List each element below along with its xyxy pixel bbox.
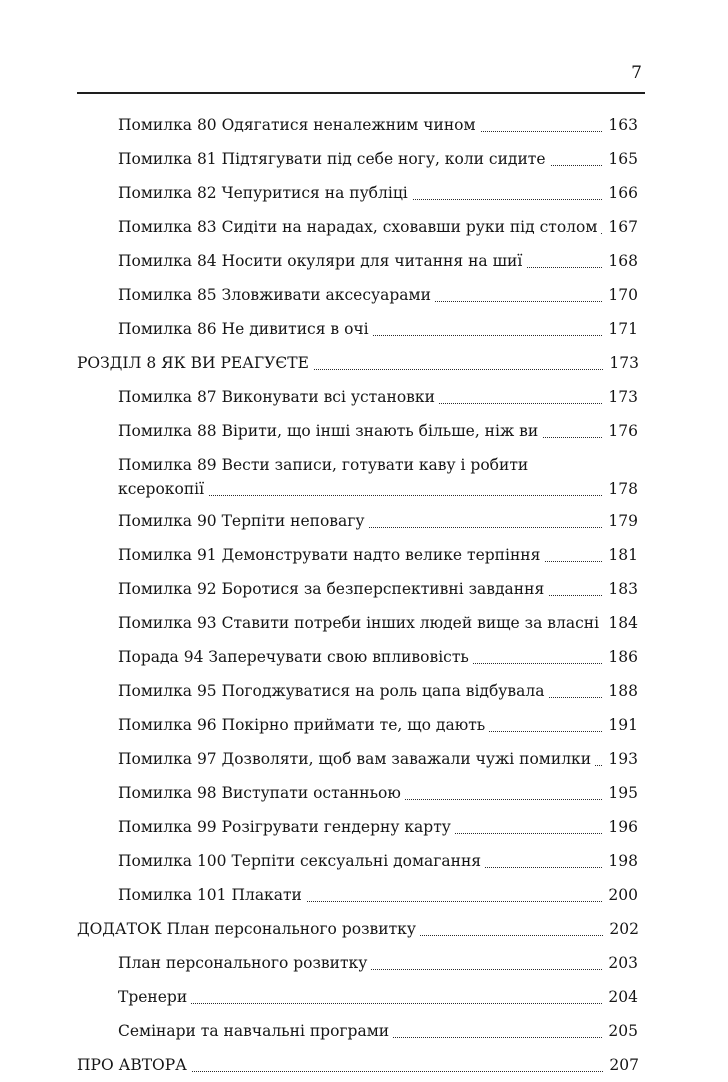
toc-entry	[0, 1014, 728, 1048]
page-number: 7	[631, 63, 642, 83]
toc-entry-title: Помилка 97 Дозволяти, щоб вам заважали чужі помилки	[118, 750, 595, 768]
toc-entry	[0, 708, 728, 742]
toc-entry-page: 200	[604, 878, 638, 912]
toc-entry	[0, 278, 728, 312]
toc-entry-title: РОЗДІЛ 8 ЯК ВИ РЕАГУЄТЕ	[77, 354, 313, 372]
toc-entry-page: 178	[604, 472, 638, 506]
toc-entry-title: Помилка 88 Вірити, що інші знають більше, ніж ви	[118, 422, 542, 440]
toc-entry-page: 166	[604, 176, 638, 210]
toc-entry	[0, 210, 728, 244]
toc-entry-title: Помилка 99 Розігрувати гендерну карту	[118, 818, 455, 836]
toc-entry	[0, 538, 728, 572]
toc-entry-title: Помилка 100 Терпіти сексуальні домагання	[118, 852, 485, 870]
toc-entry-page: 173	[605, 346, 639, 380]
toc-entry	[0, 810, 728, 844]
toc-section-heading	[0, 346, 728, 380]
toc-entry	[0, 640, 728, 674]
toc-entry	[0, 176, 728, 210]
toc-entry-title: Помилка 93 Ставити потреби інших людей вище за власні	[118, 614, 603, 632]
toc-entry-page: 188	[604, 674, 638, 708]
toc-entry-title: Помилка 101 Плакати	[118, 886, 306, 904]
toc-entry-title: Тренери	[118, 988, 191, 1006]
toc-entry-page: 176	[604, 414, 638, 448]
toc-entry	[0, 606, 728, 640]
toc-entry-page: 165	[604, 142, 638, 176]
toc-entry	[0, 504, 728, 538]
toc-entry-title: Помилка 80 Одягатися неналежним чином	[118, 116, 480, 134]
toc-entry-page: 183	[604, 572, 638, 606]
toc-entry-title: ПРО АВТОРА	[77, 1056, 191, 1074]
toc-entry-title-line1: Помилка 89 Вести записи, готувати каву і робити	[118, 456, 529, 474]
toc-entry-page: 203	[604, 946, 638, 980]
toc-entry-page: 173	[604, 380, 638, 414]
toc-entry-title: ДОДАТОК План персонального розвитку	[77, 920, 420, 938]
toc-entry-page: 191	[604, 708, 638, 742]
toc-entry-page: 171	[604, 312, 638, 346]
toc-entry-page: 184	[604, 606, 638, 640]
toc-entry-title: Помилка 98 Виступати останньою	[118, 784, 405, 802]
toc-entry-title: Помилка 86 Не дивитися в очі	[118, 320, 373, 338]
toc-entry-page: 179	[604, 504, 638, 538]
toc-entry	[0, 946, 728, 980]
toc-entry-title: Помилка 95 Погоджуватися на роль цапа відбувала	[118, 682, 548, 700]
toc-entry	[0, 878, 728, 912]
toc-entry	[0, 742, 728, 776]
toc-entry	[0, 244, 728, 278]
toc-entry	[0, 142, 728, 176]
table-of-contents	[0, 108, 728, 1082]
toc-entry-title: План персонального розвитку	[118, 954, 371, 972]
toc-entry	[0, 312, 728, 346]
toc-section-heading	[0, 912, 728, 946]
toc-entry-title: Помилка 91 Демонструвати надто велике терпіння	[118, 546, 544, 564]
toc-entry-page: 181	[604, 538, 638, 572]
toc-section-heading	[0, 1048, 728, 1082]
toc-entry-page: 195	[604, 776, 638, 810]
toc-entry	[0, 108, 728, 142]
toc-entry-title: Порада 94 Заперечувати свою впливовість	[118, 648, 473, 666]
toc-entry-page: 167	[604, 210, 638, 244]
toc-entry-page: 186	[604, 640, 638, 674]
toc-entry	[0, 674, 728, 708]
toc-entry-title: Помилка 83 Сидіти на нарадах, сховавши руки під столом	[118, 218, 601, 236]
toc-entry-title: Семінари та навчальні програми	[118, 1022, 393, 1040]
toc-entry	[0, 844, 728, 878]
toc-entry-title: Помилка 84 Носити окуляри для читання на шиї	[118, 252, 526, 270]
toc-entry-title: Помилка 96 Покірно приймати те, що дають	[118, 716, 489, 734]
toc-entry-page: 202	[605, 912, 639, 946]
toc-entry-page: 204	[604, 980, 638, 1014]
toc-entry-title: Помилка 90 Терпіти неповагу	[118, 512, 369, 530]
toc-entry	[0, 980, 728, 1014]
toc-entry-page: 198	[604, 844, 638, 878]
toc-entry-title: Помилка 92 Боротися за безперспективні завдання	[118, 580, 548, 598]
toc-entry	[0, 776, 728, 810]
toc-entry-title: Помилка 82 Чепуритися на публіці	[118, 184, 412, 202]
toc-entry	[0, 380, 728, 414]
header-rule	[77, 92, 645, 94]
toc-entry-title: Помилка 81 Підтягувати під себе ногу, коли сидите	[118, 150, 550, 168]
toc-entry	[0, 414, 728, 448]
toc-entry-page: 170	[604, 278, 638, 312]
toc-entry	[0, 572, 728, 606]
toc-entry-title: Помилка 85 Зловживати аксесуарами	[118, 286, 435, 304]
toc-entry-page: 207	[605, 1048, 639, 1082]
toc-entry-title-line2: ксерокопії	[118, 480, 208, 498]
toc-entry-page: 196	[604, 810, 638, 844]
toc-entry-page: 168	[604, 244, 638, 278]
toc-entry-page: 205	[604, 1014, 638, 1048]
toc-entry-page: 163	[604, 108, 638, 142]
toc-entry-title: Помилка 87 Виконувати всі установки	[118, 388, 439, 406]
toc-entry-page: 193	[604, 742, 638, 776]
toc-entry	[0, 448, 728, 504]
